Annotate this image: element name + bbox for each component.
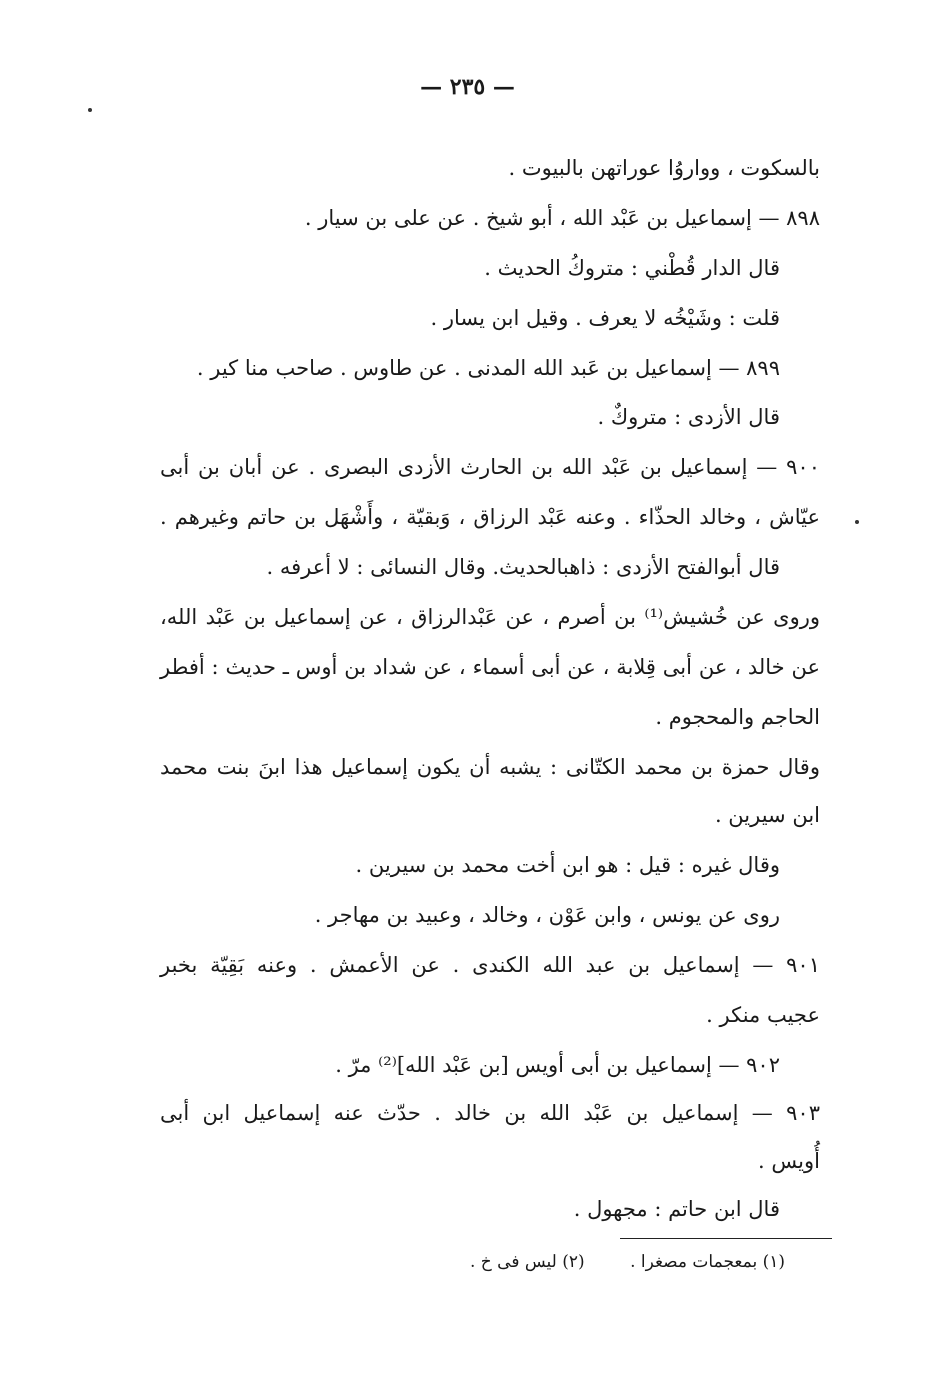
text-line: وقال غيره : قيل : هو ابن أخت محمد بن سيرين . [355, 853, 780, 877]
text-line: عن خالد ، عن أبى قِلابة ، عن أبى أسماء ، عن شداد بن أوس ـ حديث : أفطر [160, 655, 820, 679]
text-line: ٨٩٨ — إسماعيل بن عَبْد الله ، أبو شيخ . عن على بن سيار . [304, 206, 820, 230]
text-line: أُويس . [758, 1149, 820, 1173]
text-line: قال ابن حاتم : مجهول . [573, 1197, 780, 1221]
text-line: ٩٠٠ — إسماعيل بن عَبْد الله بن الحارث الأزدى البصرى . عن أبان بن أبى [160, 455, 820, 479]
text-line: ٩٠٣ — إسماعيل بن عَبْد الله بن خالد . حدّث عنه إسماعيل ابن أبى [160, 1101, 820, 1125]
text-line: عيّاش ، وخالد الحذّاء . وعنه عَبْد الرزاق ، وَبقيّة ، وأَشْهَل بن حاتم وغيرهم . [160, 505, 820, 529]
text-line: قال الدار قُطْني : متروكُ الحديث . [484, 256, 780, 280]
scan-speck [88, 108, 92, 112]
text-line: وقال حمزة بن محمد الكتّانى : يشبه أن يكون إسماعيل هذا ابنَ بنت محمد [160, 755, 820, 779]
page-number: — ٢٣٥ — [420, 74, 515, 100]
text-line: الحاجم والمحجوم . [655, 705, 820, 729]
footnotes [430, 1252, 785, 1272]
text-line: قال أبوالفتح الأزدى : ذاهبالحديث. وقال النسائى : لا أعرفه . [266, 555, 780, 579]
text-line: وروى عن خُشيش⁽¹⁾ بن أصرم ، عن عَبْدالرزاق ، عن إسماعيل بن عَبْد الله، [160, 605, 820, 629]
text-line: قال الأزدى : متروكٌ . [597, 405, 780, 429]
text-line: بالسكوت ، وواروُا عوراتهن بالبيوت . [508, 156, 820, 180]
text-line: ٨٩٩ — إسماعيل بن عَبد الله المدنى . عن طاوس . صاحب منا كير . [196, 356, 780, 380]
scan-speck [855, 520, 859, 524]
text-line: عجيب منكر . [706, 1003, 820, 1027]
text-line: روى عن يونس ، وابن عَوْن ، وخالد ، وعبيد بن مهاجر . [314, 903, 780, 927]
footnote-divider [620, 1238, 832, 1239]
text-line: ٩٠١ — إسماعيل بن عبد الله الكندى . عن الأعمش . وعنه بَقِيّة بخبر [160, 953, 820, 977]
text-line: ٩٠٢ — إسماعيل بن أبى أويس [بن عَبْد الله]⁽²⁾ مرّ . [335, 1053, 780, 1077]
text-line: ابن سيرين . [714, 803, 820, 827]
text-line: قلت : وشَيْخُه لا يعرف . وقيل ابن يسار . [430, 306, 780, 330]
footnote-1: (١) بمعجمات مصغرا . [630, 1252, 785, 1272]
footnote-2: (٢) ليس فى خ . [469, 1252, 585, 1272]
